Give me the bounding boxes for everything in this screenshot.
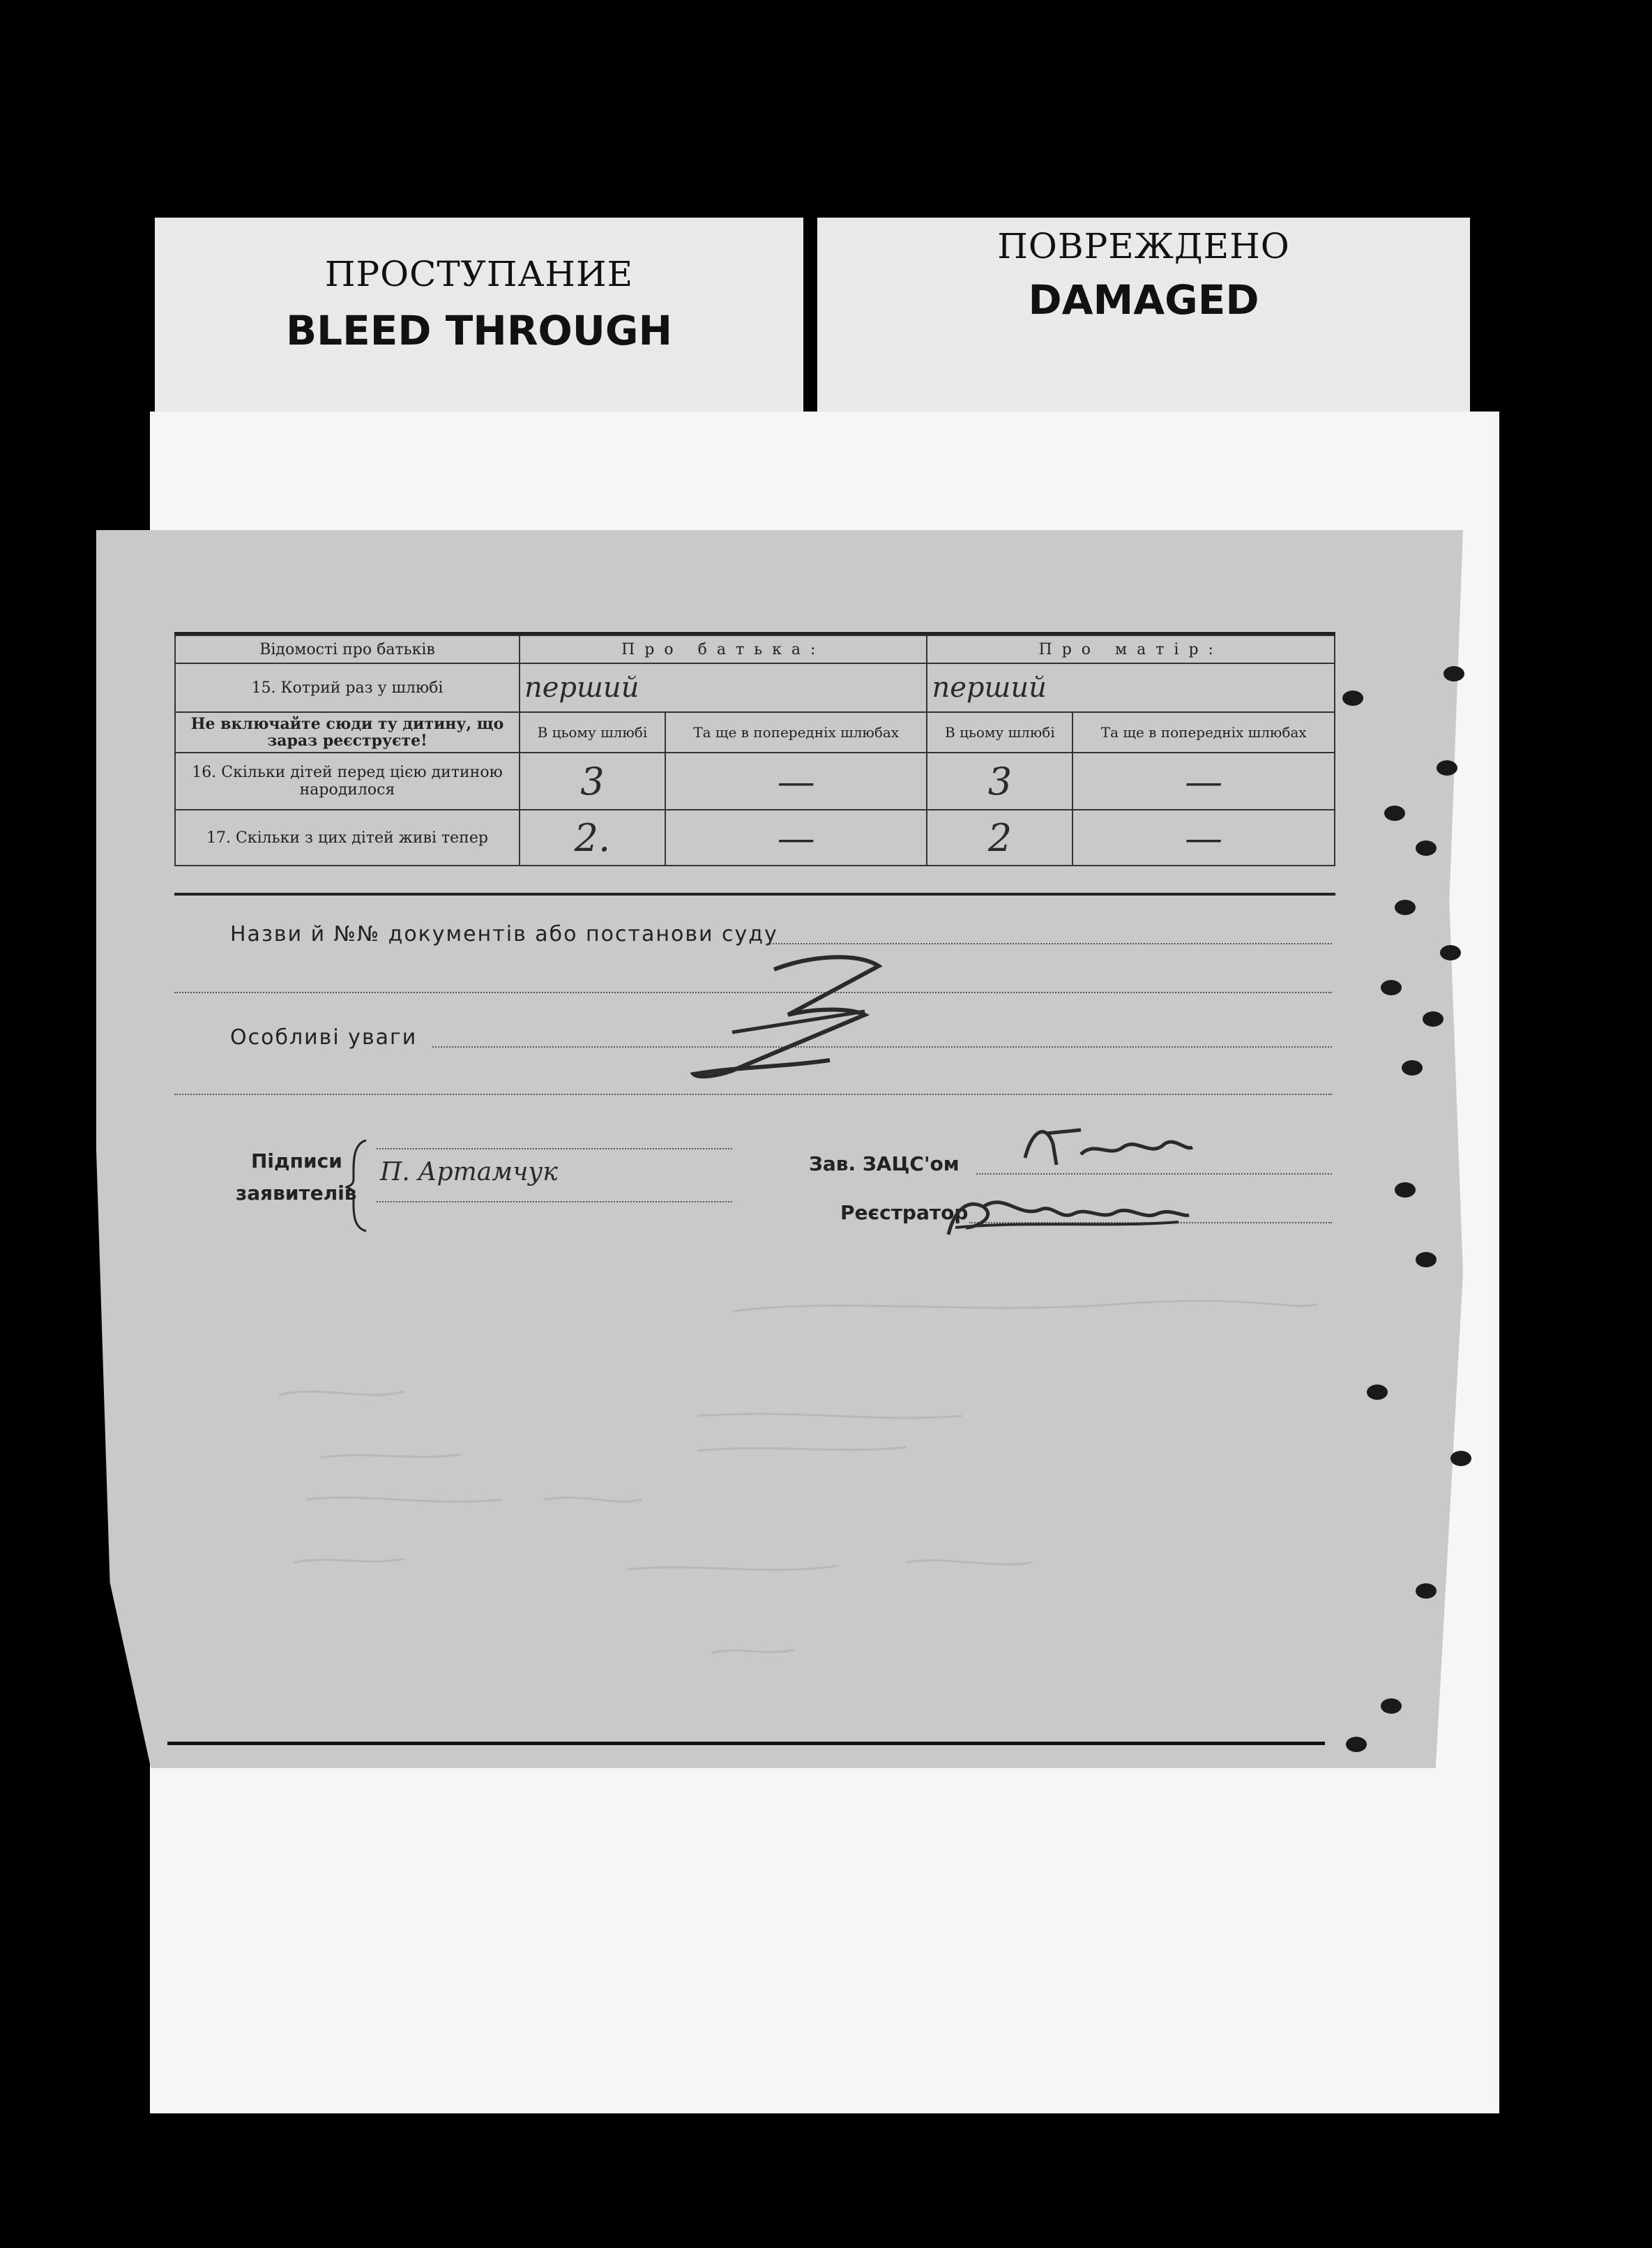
row16-father-prev: — [777,759,815,804]
damage-hole [1381,1698,1402,1714]
bleed-through-label-ru: ПРОСТУПАНИЕ [324,254,634,294]
damage-hole [1346,1737,1367,1752]
head-signature [1018,1116,1199,1179]
strike-mark [690,949,900,1088]
remarks-label: Особливі уваги [230,1025,418,1050]
documents-dotline-1 [767,943,1332,944]
father-previous-header: Та ще в попередніх шлюбах [665,712,927,753]
damage-hole [1402,1060,1423,1076]
damage-hole [1443,666,1464,681]
damage-hole [1416,1583,1437,1599]
applicants-bracket [345,1137,373,1235]
bottom-rule [167,1742,1325,1745]
table-bottom-rule [174,893,1335,896]
row15-mother-value: перший [932,672,1047,704]
documents-label: Назви й №№ документів або постанови суду [230,922,778,946]
note-row [175,712,1335,753]
head-label: Зав. ЗАЦС'ом [809,1152,960,1175]
row-17 [175,810,1335,866]
registrar-label: Реєстратор [840,1201,969,1224]
damaged-label-en: DAMAGED [1028,276,1259,324]
row16-label: 16. Скільки дітей перед цією дитиною народилося [175,753,520,810]
row17-mother-this: 2 [987,815,1013,860]
father-this-marriage-header: В цьому шлюбі [520,712,665,753]
damage-hole [1367,1385,1388,1400]
registrar-signature [934,1179,1192,1249]
row-15 [175,663,1335,712]
mother-previous-header: Та ще в попередніх шлюбах [1073,712,1335,753]
row17-father-prev: — [777,815,815,860]
damage-hole [1437,760,1457,776]
table-header-row [175,635,1335,663]
row16-mother-this: 3 [987,759,1013,804]
row16-father-this: 3 [580,759,605,804]
applicants-label-1: Підписи [251,1149,342,1172]
damaged-label-ru: ПОВРЕЖДЕНО [997,226,1290,266]
damage-hole [1416,840,1437,856]
header-col1: Відомості про батьків [175,635,520,663]
applicants-label-2: заявителів [236,1182,357,1205]
header-mother: Про матір: [927,635,1335,663]
remarks-dotline-2 [174,1094,1332,1095]
row15-father-value: перший [524,672,639,704]
damage-hole [1342,691,1363,706]
applicants-dotline-1 [377,1148,732,1149]
damage-hole [1381,980,1402,995]
parents-info-table [174,635,1335,866]
row17-label: 17. Скільки з цих дітей живі тепер [175,810,520,866]
row17-father-this: 2. [574,815,611,860]
damage-hole [1395,900,1416,915]
damage-hole [1440,945,1461,960]
damage-hole [1450,1451,1471,1466]
row-16 [175,753,1335,810]
mother-this-marriage-header: В цьому шлюбі [927,712,1073,753]
row15-label: 15. Котрий раз у шлюбі [175,663,520,712]
damage-hole [1416,1252,1437,1267]
applicant-signature: П. Артамчук [380,1158,558,1186]
row16-mother-prev: — [1185,759,1223,804]
damage-hole [1395,1182,1416,1198]
header-father: Про батька: [520,635,927,663]
row17-mother-prev: — [1185,815,1223,860]
damage-hole [1384,806,1405,821]
bleed-through-label-en: BLEED THROUGH [285,307,673,354]
applicants-dotline-2 [377,1201,732,1202]
damage-hole [1423,1011,1443,1027]
note-label: Не включайте сюди ту дитину, що зараз реєструєте! [175,712,520,753]
